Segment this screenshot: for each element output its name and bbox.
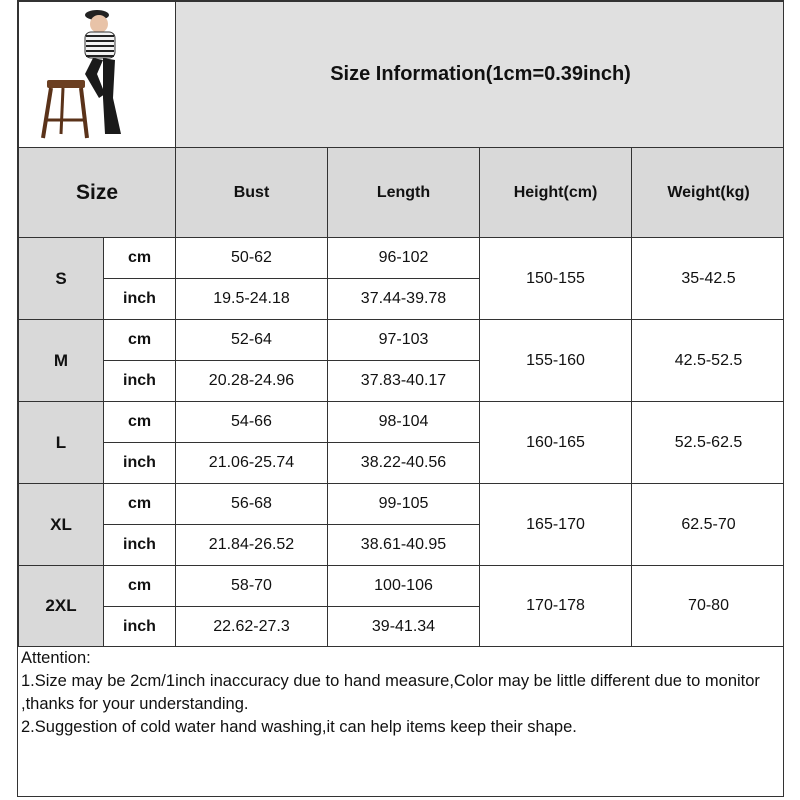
height-value: 160-165 <box>480 402 632 484</box>
header-weight: Weight(kg) <box>632 148 785 238</box>
bust-cm: 52-64 <box>176 320 328 361</box>
size-label: S <box>19 238 104 320</box>
header-length: Length <box>328 148 480 238</box>
size-table <box>18 1 784 647</box>
height-value: 155-160 <box>480 320 632 402</box>
weight-value: 70-80 <box>632 566 785 647</box>
length-cm: 97-103 <box>328 320 480 361</box>
bust-inch: 20.28-24.96 <box>176 361 328 402</box>
unit-cm: cm <box>104 320 176 361</box>
bust-cm: 54-66 <box>176 402 328 443</box>
size-label: XL <box>19 484 104 566</box>
length-inch: 39-41.34 <box>328 607 480 647</box>
notes-heading: Attention: <box>21 649 91 667</box>
size-label: 2XL <box>19 566 104 647</box>
unit-inch: inch <box>104 443 176 484</box>
unit-inch: inch <box>104 361 176 402</box>
length-cm: 96-102 <box>328 238 480 279</box>
unit-inch: inch <box>104 279 176 320</box>
bust-cm: 50-62 <box>176 238 328 279</box>
length-inch: 38.22-40.56 <box>328 443 480 484</box>
height-value: 170-178 <box>480 566 632 647</box>
bust-cm: 56-68 <box>176 484 328 525</box>
bust-inch: 21.06-25.74 <box>176 443 328 484</box>
size-label: M <box>19 320 104 402</box>
bust-cm: 58-70 <box>176 566 328 607</box>
height-value: 150-155 <box>480 238 632 320</box>
length-inch: 37.83-40.17 <box>328 361 480 402</box>
bust-inch: 22.62-27.3 <box>176 607 328 647</box>
length-cm: 99-105 <box>328 484 480 525</box>
unit-cm: cm <box>104 238 176 279</box>
unit-cm: cm <box>104 566 176 607</box>
model-illustration <box>27 2 167 142</box>
length-cm: 98-104 <box>328 402 480 443</box>
size-chart <box>17 0 784 797</box>
weight-value: 35-42.5 <box>632 238 785 320</box>
unit-inch: inch <box>104 525 176 566</box>
unit-cm: cm <box>104 402 176 443</box>
table-title: Size Information(1cm=0.39inch) <box>176 2 785 148</box>
height-value: 165-170 <box>480 484 632 566</box>
notes-line-2: 2.Suggestion of cold water hand washing,it can help items keep their shape. <box>21 718 577 736</box>
header-size: Size <box>19 148 176 238</box>
attention-notes <box>18 644 784 797</box>
unit-cm: cm <box>104 484 176 525</box>
size-label: L <box>19 402 104 484</box>
weight-value: 52.5-62.5 <box>632 402 785 484</box>
length-cm: 100-106 <box>328 566 480 607</box>
length-inch: 38.61-40.95 <box>328 525 480 566</box>
bust-inch: 21.84-26.52 <box>176 525 328 566</box>
weight-value: 42.5-52.5 <box>632 320 785 402</box>
length-inch: 37.44-39.78 <box>328 279 480 320</box>
weight-value: 62.5-70 <box>632 484 785 566</box>
unit-inch: inch <box>104 607 176 647</box>
header-bust: Bust <box>176 148 328 238</box>
bust-inch: 19.5-24.18 <box>176 279 328 320</box>
notes-line-1: 1.Size may be 2cm/1inch inaccuracy due to hand measure,Color may be little different due to monitor ,thanks for your understanding. <box>21 672 760 713</box>
product-photo <box>19 2 176 148</box>
header-height: Height(cm) <box>480 148 632 238</box>
